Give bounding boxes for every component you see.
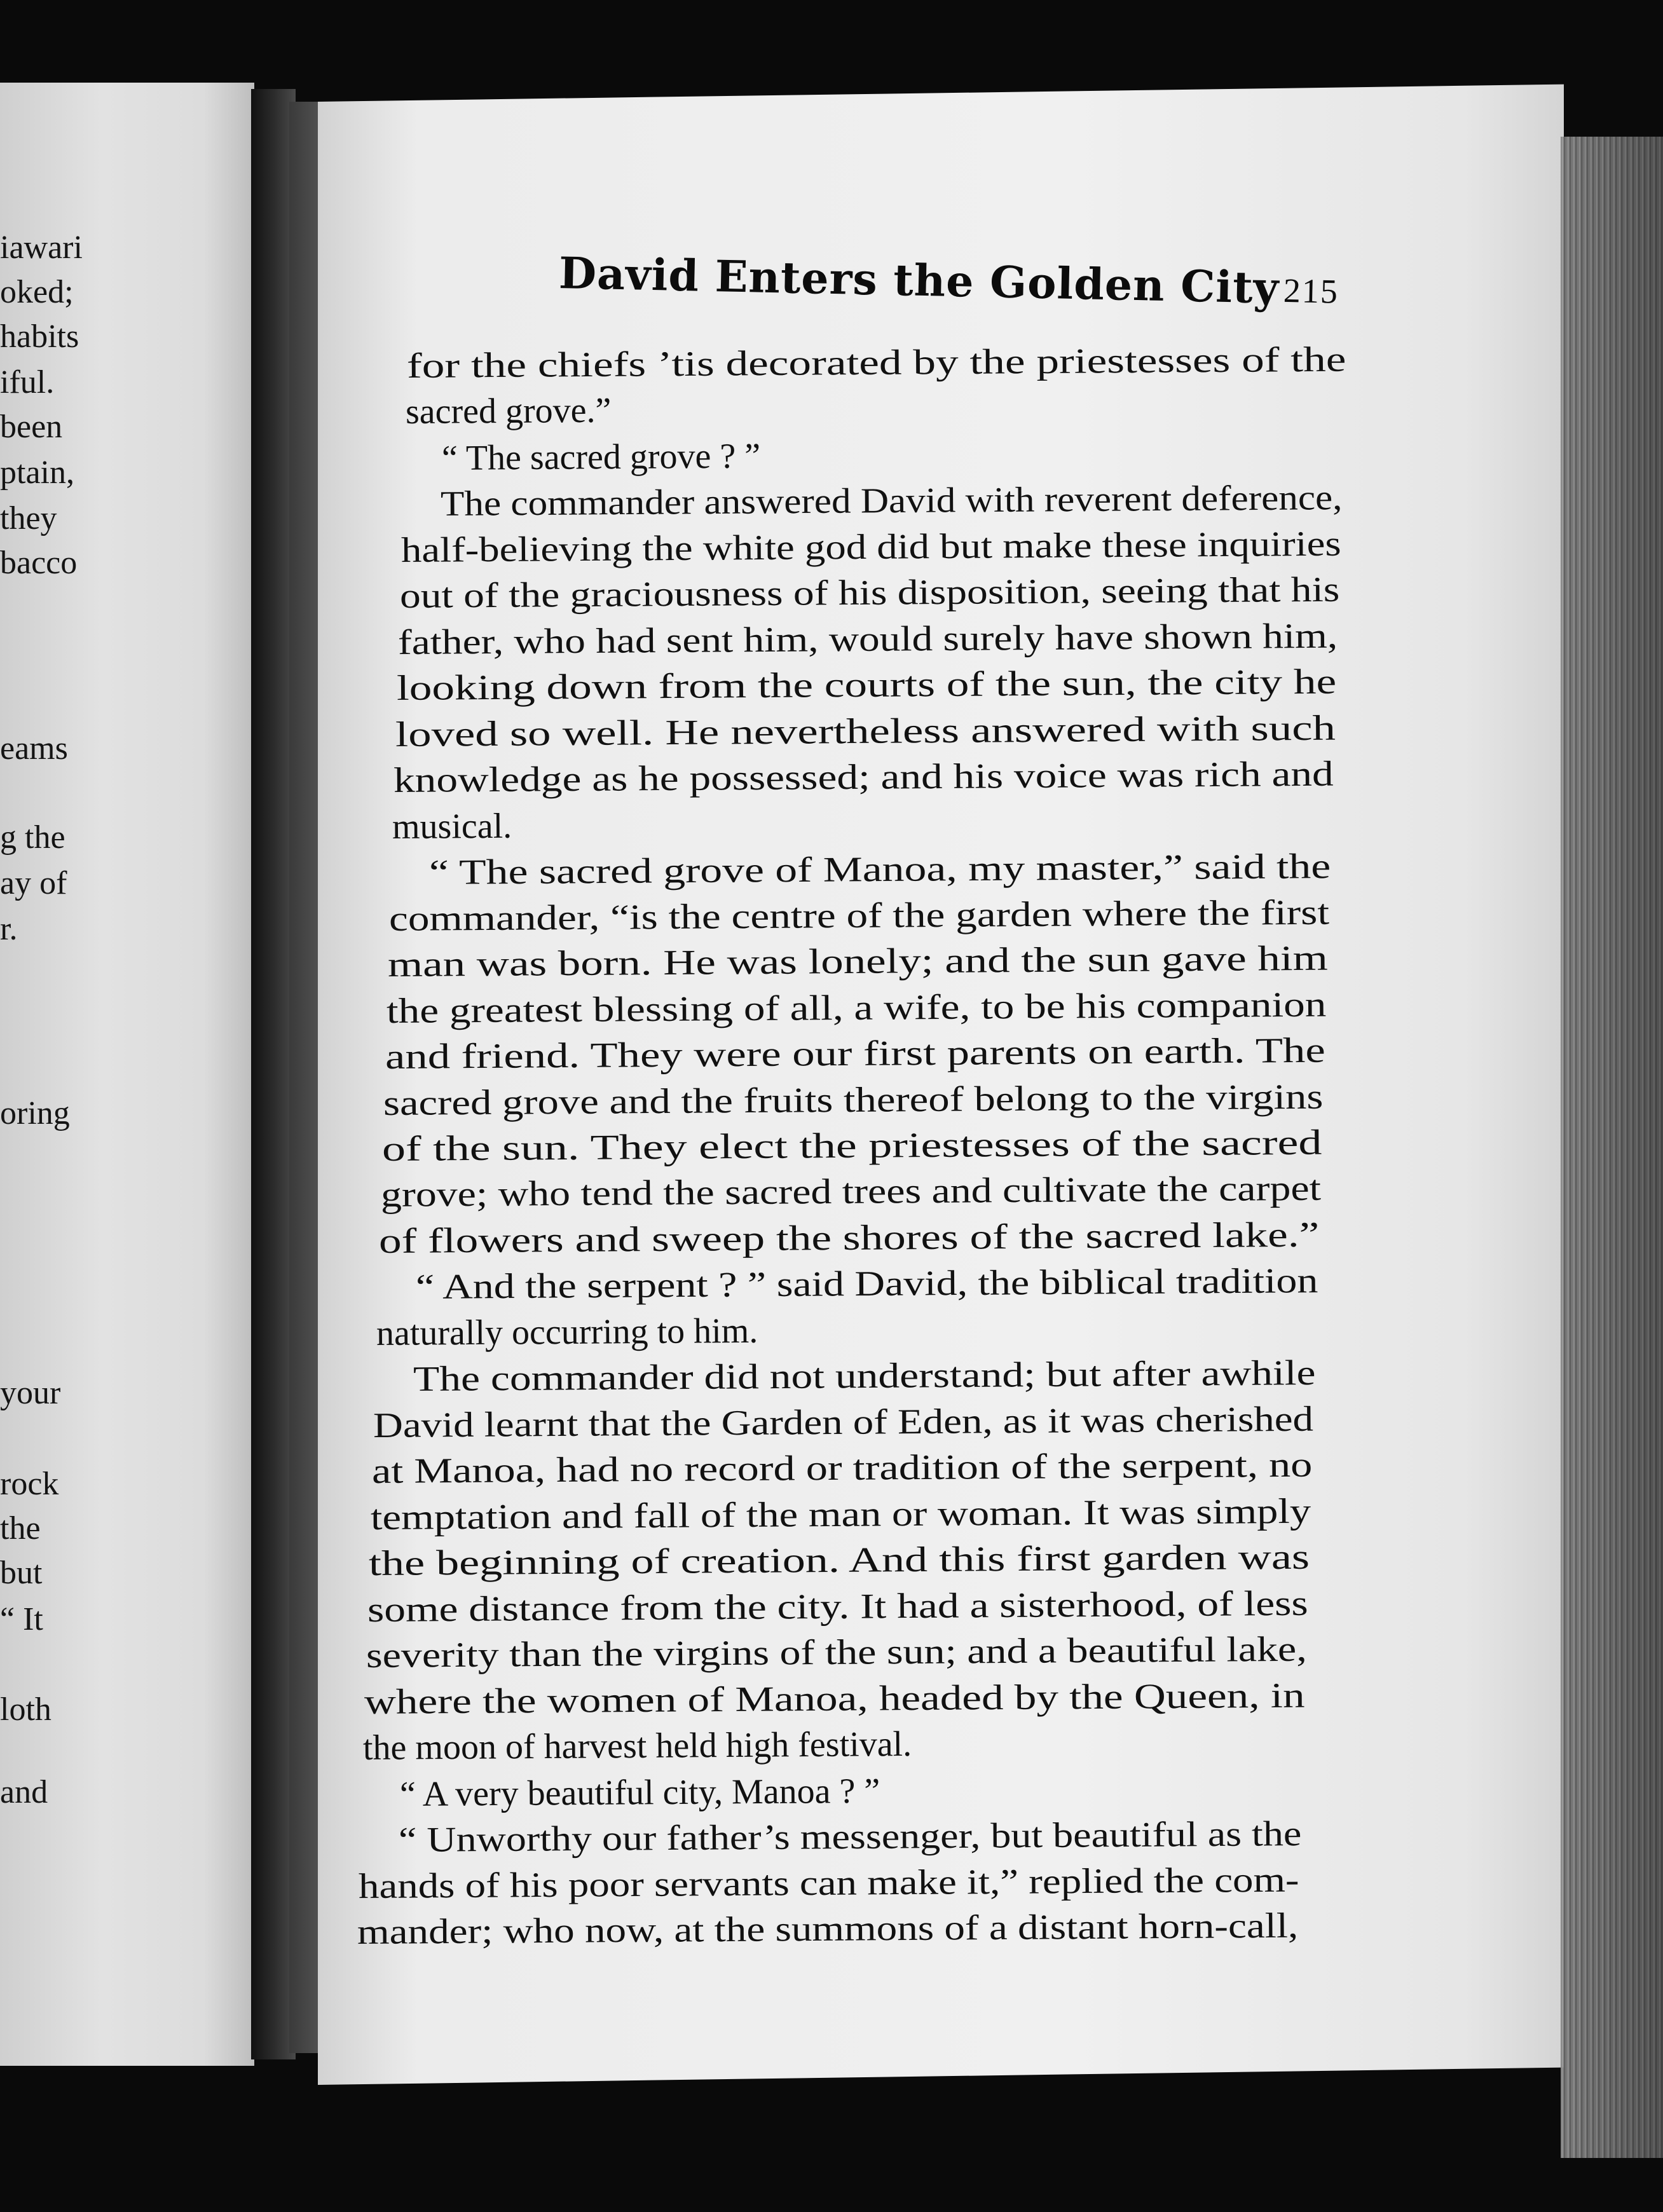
text-line: looking down from the courts of the sun, the city he xyxy=(396,662,1337,709)
text-line: sacred grove and the fruits thereof belong to the virgins xyxy=(383,1077,1324,1123)
text-line: some distance from the city. It had a sisterhood, of less xyxy=(367,1583,1308,1630)
facing-page-line: oked; xyxy=(0,274,74,310)
facing-page-line: but xyxy=(0,1555,43,1591)
facing-page-line: loth xyxy=(0,1691,51,1728)
text-line: and friend. They were our first parents on earth. The xyxy=(385,1030,1325,1077)
facing-page-line: your xyxy=(0,1375,61,1411)
facing-page-line: rock xyxy=(0,1466,59,1502)
facing-page-line: the xyxy=(0,1510,41,1546)
text-line: “ A very beautiful city, Manoa ? ” xyxy=(399,1771,880,1814)
text-line: temptation and fall of the man or woman. It was simply xyxy=(370,1491,1311,1538)
running-head-title: David Enters the Golden City xyxy=(558,248,1280,314)
facing-page-line: r. xyxy=(0,911,18,947)
text-line: of flowers and sweep the shores of the sacred lake.” xyxy=(379,1215,1320,1261)
text-line: loved so well. He nevertheless answered with such xyxy=(395,708,1336,754)
facing-page xyxy=(0,83,254,2066)
text-line: sacred grove.” xyxy=(405,391,612,432)
facing-page-line: bacco xyxy=(0,545,78,581)
facing-page-line: oring xyxy=(0,1095,70,1131)
text-line: The commander did not understand; but after awhile xyxy=(413,1353,1316,1400)
text-line: of the sun. They elect the priestesses of the sacred xyxy=(381,1123,1322,1169)
facing-page-line: “ It xyxy=(0,1601,43,1637)
facing-page-line: ay of xyxy=(0,865,67,901)
text-line: at Manoa, had no record or tradition of the serpent, no xyxy=(371,1445,1313,1492)
text-line: musical. xyxy=(392,806,512,847)
facing-page-line: been xyxy=(0,409,63,445)
text-line: “ The sacred grove ? ” xyxy=(442,436,761,478)
text-line: severity than the virgins of the sun; and a beautiful lake, xyxy=(366,1629,1307,1676)
text-line: the greatest blessing of all, a wife, to be his companion xyxy=(386,985,1327,1031)
facing-page-line: eams xyxy=(0,730,68,767)
text-line: out of the graciousness of his disposition, seeing that his xyxy=(399,570,1340,617)
text-line: the moon of harvest held high festival. xyxy=(362,1724,912,1768)
text-line: for the chiefs ’tis decorated by the priestesses of the xyxy=(406,339,1346,386)
page-number: 215 xyxy=(1283,271,1339,311)
text-line: grove; who tend the sacred trees and cultivate the carpet xyxy=(380,1169,1321,1215)
text-line: half-believing the white god did but make these inquiries xyxy=(400,524,1341,570)
text-line: knowledge as he possessed; and his voice was rich and xyxy=(394,754,1334,801)
text-line: David learnt that the Garden of Eden, as it was cherished xyxy=(373,1399,1314,1445)
facing-page-line: iful. xyxy=(0,364,55,400)
facing-page-line: ptain, xyxy=(0,454,74,491)
text-line: the beginning of creation. And this first garden was xyxy=(369,1537,1310,1584)
text-line: “ The sacred grove of Manoa, my master,” said the xyxy=(428,847,1331,893)
text-line: commander, “is the centre of the garden where the first xyxy=(389,892,1330,939)
text-line: mander; who now, at the summons of a distant horn-call, xyxy=(357,1906,1299,1952)
text-line: “ And the serpent ? ” said David, the biblical tradition xyxy=(415,1261,1318,1307)
facing-page-line: g the xyxy=(0,819,65,856)
text-line: naturally occurring to him. xyxy=(376,1311,758,1353)
facing-page-line: iawari xyxy=(0,229,83,266)
facing-page-line: habits xyxy=(0,318,79,355)
text-line: “ Unworthy our father’s messenger, but beautiful as the xyxy=(398,1814,1302,1860)
text-line: where the women of Manoa, headed by the Queen, in xyxy=(364,1676,1306,1722)
facing-page-text xyxy=(0,83,254,2066)
text-line: father, who had sent him, would surely have shown him, xyxy=(398,616,1338,662)
facing-page-line: and xyxy=(0,1774,48,1810)
text-line: man was born. He was lonely; and the sun gave him xyxy=(387,938,1329,985)
page-edges xyxy=(1561,137,1663,2158)
text-line: hands of his poor servants can make it,” replied the com- xyxy=(359,1860,1300,1906)
text-line: The commander answered David with reverent deference, xyxy=(440,478,1343,524)
facing-page-line: they xyxy=(0,500,57,536)
